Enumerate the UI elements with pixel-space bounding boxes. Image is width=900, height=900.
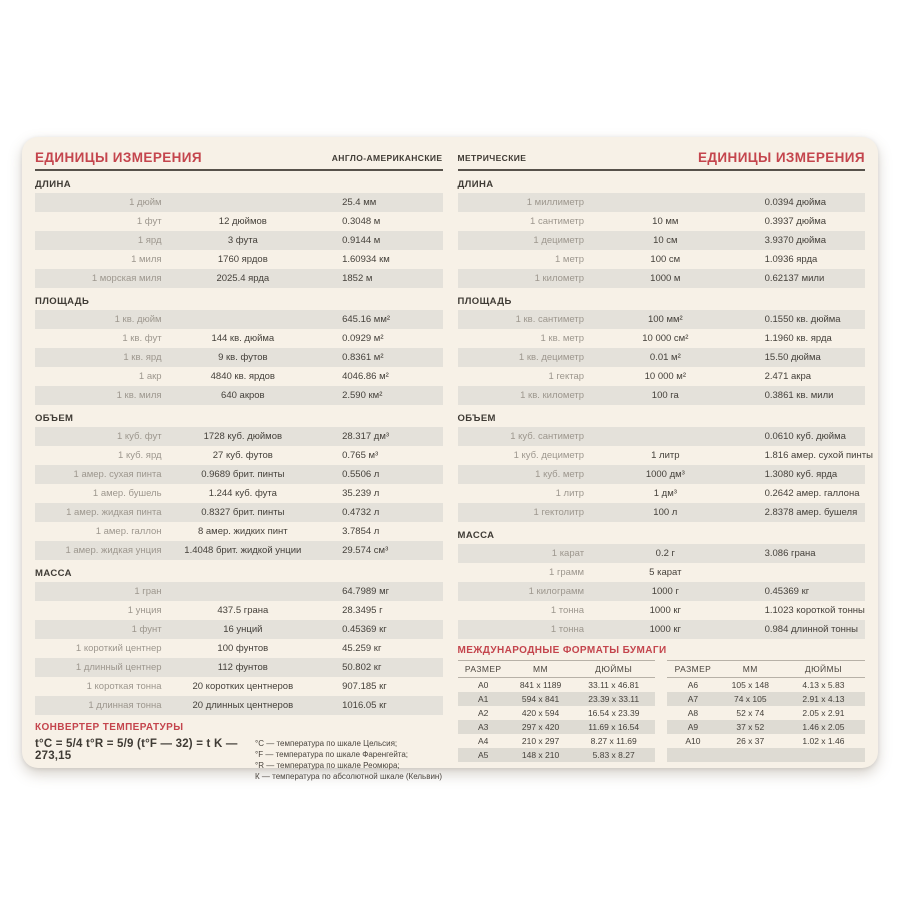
paper-inches-cell: 5.83 x 8.27 bbox=[592, 750, 635, 760]
value-cell: 0.4732 л bbox=[342, 507, 380, 518]
table-row bbox=[458, 503, 866, 522]
temperature-note-line: °R — температура по шкале Реомюра; bbox=[255, 761, 400, 770]
equivalent-cell: 16 унций bbox=[223, 624, 263, 635]
unit-cell: 1 гектар bbox=[548, 371, 585, 382]
paper-row bbox=[458, 720, 656, 734]
unit-cell: 1 сантиметр bbox=[530, 216, 585, 227]
section-mass-metric bbox=[458, 531, 866, 639]
value-cell: 0.9144 м bbox=[342, 235, 381, 246]
table-row bbox=[458, 484, 866, 503]
value-cell: 0.765 м³ bbox=[342, 450, 379, 461]
section-title: ДЛИНА bbox=[35, 179, 71, 190]
table-row bbox=[458, 446, 873, 465]
unit-cell: 1 миллиметр bbox=[526, 197, 585, 208]
table-row bbox=[458, 329, 866, 348]
unit-cell: 1 амер. бушель bbox=[92, 488, 162, 499]
unit-cell: 1 амер. галлон bbox=[95, 526, 162, 537]
value-cell: 0.984 длинной тонны bbox=[764, 624, 858, 635]
table-row bbox=[35, 269, 443, 288]
unit-cell: 1 карат bbox=[551, 548, 585, 559]
table-row bbox=[35, 601, 443, 620]
value-cell: 1.1960 кв. ярда bbox=[764, 333, 832, 344]
unit-cell: 1 длинная тонна bbox=[88, 700, 162, 711]
table-row bbox=[35, 367, 443, 386]
paper-formats bbox=[458, 645, 866, 762]
paper-mm-cell: 148 x 210 bbox=[521, 750, 560, 760]
section-length-anglo bbox=[35, 180, 443, 288]
value-cell: 0.0929 м² bbox=[342, 333, 384, 344]
paper-row bbox=[667, 678, 865, 692]
paper-size-cell: A10 bbox=[685, 736, 701, 746]
value-cell: 0.3937 дюйма bbox=[764, 216, 827, 227]
unit-cell: 1 куб. дециметр bbox=[513, 450, 585, 461]
table-row bbox=[458, 427, 866, 446]
page-title: ЕДИНИЦЫ ИЗМЕРЕНИЯ bbox=[35, 150, 202, 165]
unit-cell: 1 короткий центнер bbox=[75, 643, 162, 654]
metric-column bbox=[457, 143, 873, 782]
area-table bbox=[35, 310, 443, 405]
paper-mm-cell: 52 x 74 bbox=[736, 708, 765, 718]
value-cell: 3.9370 дюйма bbox=[764, 235, 827, 246]
paper-size-cell: A2 bbox=[478, 708, 489, 718]
paper-row bbox=[667, 720, 865, 734]
paper-row bbox=[667, 692, 865, 706]
paper-size-cell: A1 bbox=[478, 694, 489, 704]
unit-cell: 1 кв. фут bbox=[122, 333, 162, 344]
table-row bbox=[35, 386, 443, 405]
section-volume-anglo bbox=[35, 414, 443, 560]
paper-size-cell: A6 bbox=[687, 680, 699, 690]
equivalent-cell: 10 см bbox=[653, 235, 678, 246]
equivalent-cell: 144 кв. дюйма bbox=[211, 333, 275, 344]
value-cell: 0.8361 м² bbox=[342, 352, 384, 363]
value-cell: 64.7989 мг bbox=[342, 586, 390, 597]
table-row bbox=[458, 601, 866, 620]
value-cell: 3.086 грана bbox=[764, 548, 816, 559]
unit-cell: 1 кв. ярд bbox=[123, 352, 162, 363]
header-inches: ДЮЙМЫ bbox=[804, 664, 842, 674]
equivalent-cell: 1000 дм³ bbox=[645, 469, 685, 480]
table-row bbox=[458, 582, 866, 601]
unit-cell: 1 тонна bbox=[550, 624, 585, 635]
value-cell: 29.574 см³ bbox=[342, 545, 389, 556]
paper-size-cell: A9 bbox=[687, 722, 699, 732]
unit-cell: 1 унция bbox=[127, 605, 162, 616]
paper-size-cell: A4 bbox=[478, 736, 489, 746]
value-cell: 28.317 дм³ bbox=[342, 431, 390, 442]
equivalent-cell: 12 дюймов bbox=[218, 216, 267, 227]
equivalent-cell: 100 мм² bbox=[647, 314, 683, 325]
value-cell: 907.185 кг bbox=[342, 681, 387, 692]
value-cell: 50.802 кг bbox=[342, 662, 382, 673]
table-row bbox=[458, 544, 866, 563]
equivalent-cell: 100 фунтов bbox=[217, 643, 269, 654]
unit-cell: 1 тонна bbox=[550, 605, 585, 616]
value-cell: 0.45369 кг bbox=[764, 586, 810, 597]
unit-cell: 1 кв. дециметр bbox=[518, 352, 585, 363]
equivalent-cell: 4840 кв. ярдов bbox=[210, 371, 275, 382]
value-cell: 0.45369 кг bbox=[342, 624, 387, 635]
equivalent-cell: 100 л bbox=[653, 507, 678, 518]
table-row bbox=[458, 310, 866, 329]
value-cell: 2.8378 амер. бушеля bbox=[764, 507, 858, 518]
value-cell: 0.5506 л bbox=[342, 469, 380, 480]
paper-size-cell: A8 bbox=[687, 708, 699, 718]
equivalent-cell: 10 000 м² bbox=[644, 371, 687, 382]
unit-cell: 1 морская миля bbox=[91, 273, 162, 284]
unit-cell: 1 килограмм bbox=[528, 586, 585, 597]
value-cell: 1.0936 ярда bbox=[764, 254, 818, 265]
unit-cell: 1 куб. ярд bbox=[118, 450, 162, 461]
table-row bbox=[35, 231, 443, 250]
equivalent-cell: 0.2 г bbox=[655, 548, 675, 559]
paper-size-cell: A3 bbox=[478, 722, 489, 732]
section-length-metric bbox=[458, 180, 866, 288]
unit-cell: 1 фут bbox=[136, 216, 162, 227]
unit-cell: 1 длинный центнер bbox=[75, 662, 162, 673]
equivalent-cell: 640 акров bbox=[221, 390, 265, 401]
unit-cell: 1 гран bbox=[134, 586, 162, 597]
unit-cell: 1 грамм bbox=[549, 567, 585, 578]
value-cell: 45.259 кг bbox=[342, 643, 382, 654]
value-cell: 0.0394 дюйма bbox=[764, 197, 827, 208]
table-row bbox=[35, 696, 443, 715]
paper-mm-cell: 841 x 1189 bbox=[519, 680, 562, 690]
unit-cell: 1 литр bbox=[555, 488, 585, 499]
table-row bbox=[35, 348, 443, 367]
table-row bbox=[35, 582, 443, 601]
unit-cell: 1 миля bbox=[131, 254, 162, 265]
paper-row bbox=[458, 748, 656, 762]
unit-cell: 1 куб. сантиметр bbox=[510, 431, 585, 442]
equivalent-cell: 100 см bbox=[650, 254, 681, 265]
value-cell: 15.50 дюйма bbox=[764, 352, 821, 363]
equivalent-cell: 9 кв. футов bbox=[218, 352, 268, 363]
paper-rows bbox=[458, 678, 656, 762]
paper-row bbox=[458, 692, 656, 706]
table-row bbox=[35, 639, 443, 658]
value-cell: 1.60934 км bbox=[342, 254, 390, 265]
temperature-note-line: °C — температура по шкале Цельсия; bbox=[255, 739, 398, 748]
header-divider bbox=[458, 169, 866, 171]
header-mm: ММ bbox=[742, 664, 758, 674]
unit-cell: 1 куб. метр bbox=[535, 469, 585, 480]
section-title: ПЛОЩАДЬ bbox=[457, 296, 512, 307]
header-divider bbox=[35, 169, 443, 171]
value-cell: 25.4 мм bbox=[342, 197, 377, 208]
paper-inches-cell: 2.05 x 2.91 bbox=[802, 708, 845, 718]
paper-mm-cell: 105 x 148 bbox=[731, 680, 769, 690]
unit-cell: 1 фунт bbox=[131, 624, 162, 635]
equivalent-cell: 10 мм bbox=[652, 216, 679, 227]
paper-mm-cell: 74 x 105 bbox=[733, 694, 767, 704]
equivalent-cell: 1000 г bbox=[651, 586, 679, 597]
equivalent-cell: 20 длинных центнеров bbox=[192, 700, 294, 711]
temperature-note-line: К — температура по абсолютной шкале (Кельвин) bbox=[255, 772, 443, 781]
paper-table-a6-a10 bbox=[667, 660, 865, 762]
table-row bbox=[35, 620, 443, 639]
paper-inches-cell: 4.13 x 5.83 bbox=[802, 680, 845, 690]
header-mm: ММ bbox=[533, 664, 549, 674]
header-inches: ДЮЙМЫ bbox=[595, 664, 633, 674]
paper-mm-cell: 26 x 37 bbox=[736, 736, 765, 746]
temperature-formula: t°C = 5/4 t°R = 5/9 (t°F — 32) = t K — 273,15 bbox=[35, 738, 238, 762]
table-row bbox=[35, 465, 443, 484]
equivalent-cell: 112 фунтов bbox=[217, 662, 268, 673]
value-cell: 0.0610 куб. дюйма bbox=[764, 431, 846, 442]
mass-table bbox=[35, 582, 443, 715]
table-row bbox=[458, 212, 866, 231]
value-cell: 28.3495 г bbox=[342, 605, 383, 616]
value-cell: 1.816 амер. сухой пинты bbox=[764, 450, 873, 461]
unit-cell: 1 короткая тонна bbox=[86, 681, 162, 692]
reference-page-card bbox=[22, 137, 878, 781]
table-row bbox=[35, 427, 443, 446]
unit-cell: 1 кв. километр bbox=[520, 390, 585, 401]
table-row bbox=[35, 329, 443, 348]
equivalent-cell: 10 000 см² bbox=[642, 333, 689, 344]
section-mass-anglo bbox=[35, 569, 443, 715]
table-row bbox=[35, 658, 443, 677]
paper-size-cell: A5 bbox=[478, 750, 489, 760]
value-cell: 645.16 мм² bbox=[342, 314, 391, 325]
paper-inches-cell: 1.02 x 1.46 bbox=[802, 736, 845, 746]
paper-mm-cell: 37 x 52 bbox=[736, 722, 765, 732]
equivalent-cell: 27 куб. футов bbox=[212, 450, 273, 461]
value-cell: 0.3048 м bbox=[342, 216, 381, 227]
equivalent-cell: 1000 м bbox=[650, 273, 681, 284]
paper-mm-cell: 420 x 594 bbox=[521, 708, 560, 718]
table-row bbox=[35, 250, 443, 269]
equivalent-cell: 1.244 куб. фута bbox=[208, 488, 277, 499]
temperature-note-line: °F — температура по шкале Фаренгейта; bbox=[255, 750, 409, 759]
section-volume-metric bbox=[457, 413, 873, 522]
equivalent-cell: 2025.4 ярда bbox=[216, 273, 270, 284]
paper-inches-cell: 33.11 x 46.81 bbox=[588, 680, 640, 690]
paper-mm-cell: 210 x 297 bbox=[521, 736, 560, 746]
value-cell: 2.471 акра bbox=[764, 371, 812, 382]
unit-cell: 1 кв. дюйм bbox=[114, 314, 162, 325]
table-row bbox=[35, 677, 443, 696]
equivalent-cell: 5 карат bbox=[649, 567, 682, 578]
table-row bbox=[458, 386, 866, 405]
table-row bbox=[458, 250, 866, 269]
length-table bbox=[35, 193, 443, 288]
equivalent-cell: 1.4048 брит. жидкой унции bbox=[184, 545, 302, 556]
equivalent-cell: 1 литр bbox=[651, 450, 680, 461]
unit-cell: 1 километр bbox=[534, 273, 585, 284]
section-title: МАССА bbox=[35, 568, 72, 579]
table-row bbox=[35, 522, 443, 541]
paper-formats-title: МЕЖДУНАРОДНЫЕ ФОРМАТЫ БУМАГИ bbox=[457, 645, 667, 656]
unit-cell: 1 кв. сантиметр bbox=[515, 314, 585, 325]
equivalent-cell: 100 га bbox=[651, 390, 679, 401]
column-subtitle-metric: МЕТРИЧЕСКИЕ bbox=[457, 153, 527, 163]
unit-cell: 1 дециметр bbox=[533, 235, 585, 246]
unit-cell: 1 акр bbox=[138, 371, 162, 382]
section-title: ДЛИНА bbox=[457, 179, 494, 190]
equivalent-cell: 3 фута bbox=[227, 235, 258, 246]
volume-table bbox=[35, 427, 443, 560]
unit-cell: 1 ярд bbox=[137, 235, 162, 246]
equivalent-cell: 1000 кг bbox=[649, 624, 682, 635]
value-cell: 3.7854 л bbox=[342, 526, 380, 537]
paper-inches-cell: 11.69 x 16.54 bbox=[588, 722, 640, 732]
temperature-notes bbox=[255, 738, 442, 782]
value-cell: 2.590 км² bbox=[342, 390, 383, 401]
table-row bbox=[35, 212, 443, 231]
length-table bbox=[458, 193, 866, 288]
unit-cell: 1 дюйм bbox=[129, 197, 162, 208]
table-row bbox=[35, 193, 443, 212]
temperature-converter-title: КОНВЕРТЕР ТЕМПЕРАТУРЫ bbox=[35, 722, 184, 733]
paper-mm-cell: 594 x 841 bbox=[521, 694, 560, 704]
page-title-right: ЕДИНИЦЫ ИЗМЕРЕНИЯ bbox=[698, 150, 865, 165]
value-cell: 0.3861 кв. мили bbox=[764, 390, 834, 401]
paper-table-a0-a5 bbox=[458, 660, 656, 762]
value-cell: 35.239 л bbox=[342, 488, 380, 499]
table-row bbox=[35, 310, 443, 329]
paper-row bbox=[458, 734, 656, 748]
table-row bbox=[35, 484, 443, 503]
value-cell: 0.1550 кв. дюйма bbox=[764, 314, 841, 325]
unit-cell: 1 гектолитр bbox=[533, 507, 585, 518]
equivalent-cell: 437.5 грана bbox=[217, 605, 269, 616]
mass-table bbox=[458, 544, 866, 639]
column-subtitle-anglo: АНГЛО-АМЕРИКАНСКИЕ bbox=[331, 153, 443, 163]
table-row bbox=[35, 446, 443, 465]
equivalent-cell: 0.9689 брит. пинты bbox=[201, 469, 285, 480]
paper-size-cell: A7 bbox=[687, 694, 699, 704]
header-size: РАЗМЕР bbox=[674, 664, 712, 674]
unit-cell: 1 кв. метр bbox=[540, 333, 585, 344]
equivalent-cell: 0.8327 брит. пинты bbox=[201, 507, 285, 518]
section-title: ОБЪЕМ bbox=[457, 413, 496, 424]
table-row bbox=[458, 348, 866, 367]
header-size: РАЗМЕР bbox=[464, 664, 502, 674]
value-cell: 0.2642 амер. галлона bbox=[764, 488, 860, 499]
volume-table bbox=[458, 427, 873, 522]
paper-mm-cell: 297 x 420 bbox=[521, 722, 560, 732]
paper-inches-cell: 2.91 x 4.13 bbox=[802, 694, 845, 704]
table-row bbox=[458, 620, 866, 639]
paper-table-header bbox=[667, 660, 865, 678]
value-cell: 1.1023 короткой тонны bbox=[764, 605, 865, 616]
right-column-header bbox=[458, 143, 866, 165]
value-cell: 0.62137 мили bbox=[764, 273, 825, 284]
table-row bbox=[35, 503, 443, 522]
paper-row bbox=[667, 748, 865, 762]
paper-size-cell: A0 bbox=[478, 680, 489, 690]
unit-cell: 1 куб. фут bbox=[116, 431, 162, 442]
value-cell: 1.3080 куб. ярда bbox=[764, 469, 838, 480]
equivalent-cell: 1 дм³ bbox=[653, 488, 677, 499]
table-row bbox=[458, 193, 866, 212]
equivalent-cell: 1000 кг bbox=[649, 605, 682, 616]
paper-rows bbox=[667, 678, 865, 762]
unit-cell: 1 амер. сухая пинта bbox=[73, 469, 162, 480]
section-title: МАССА bbox=[457, 530, 495, 541]
section-title: ПЛОЩАДЬ bbox=[35, 296, 90, 307]
equivalent-cell: 0.01 м² bbox=[649, 352, 681, 363]
left-column-header bbox=[35, 143, 443, 165]
unit-cell: 1 метр bbox=[554, 254, 585, 265]
paper-inches-cell: 1.46 x 2.05 bbox=[802, 722, 845, 732]
value-cell: 1016.05 кг bbox=[342, 700, 387, 711]
equivalent-cell: 1760 ярдов bbox=[217, 254, 268, 265]
equivalent-cell: 8 амер. жидких пинт bbox=[197, 526, 288, 537]
value-cell: 1852 м bbox=[342, 273, 373, 284]
temperature-converter bbox=[35, 722, 443, 782]
area-table bbox=[458, 310, 866, 405]
paper-row bbox=[458, 706, 656, 720]
table-row bbox=[35, 541, 443, 560]
value-cell: 4046.86 м² bbox=[342, 371, 389, 382]
unit-cell: 1 кв. миля bbox=[116, 390, 162, 401]
table-row bbox=[458, 269, 866, 288]
equivalent-cell: 1728 куб. дюймов bbox=[203, 431, 283, 442]
equivalent-cell: 20 коротких центнеров bbox=[192, 681, 294, 692]
table-row bbox=[458, 563, 866, 582]
anglo-american-column bbox=[35, 143, 443, 782]
table-row bbox=[458, 231, 866, 250]
paper-row bbox=[458, 678, 656, 692]
table-row bbox=[458, 367, 866, 386]
paper-inches-cell: 8.27 x 11.69 bbox=[590, 736, 637, 746]
table-row bbox=[458, 465, 866, 484]
paper-inches-cell: 16.54 x 23.39 bbox=[587, 708, 640, 718]
unit-cell: 1 амер. жидкая унция bbox=[65, 545, 162, 556]
section-title: ОБЪЕМ bbox=[35, 413, 74, 424]
paper-row bbox=[667, 706, 865, 720]
section-area-anglo bbox=[35, 297, 443, 405]
two-column-layout bbox=[22, 137, 878, 782]
paper-row bbox=[667, 734, 865, 748]
paper-table-header bbox=[458, 660, 656, 678]
paper-inches-cell: 23.39 x 33.11 bbox=[588, 694, 640, 704]
unit-cell: 1 амер. жидкая пинта bbox=[66, 507, 162, 518]
section-area-metric bbox=[458, 297, 866, 405]
